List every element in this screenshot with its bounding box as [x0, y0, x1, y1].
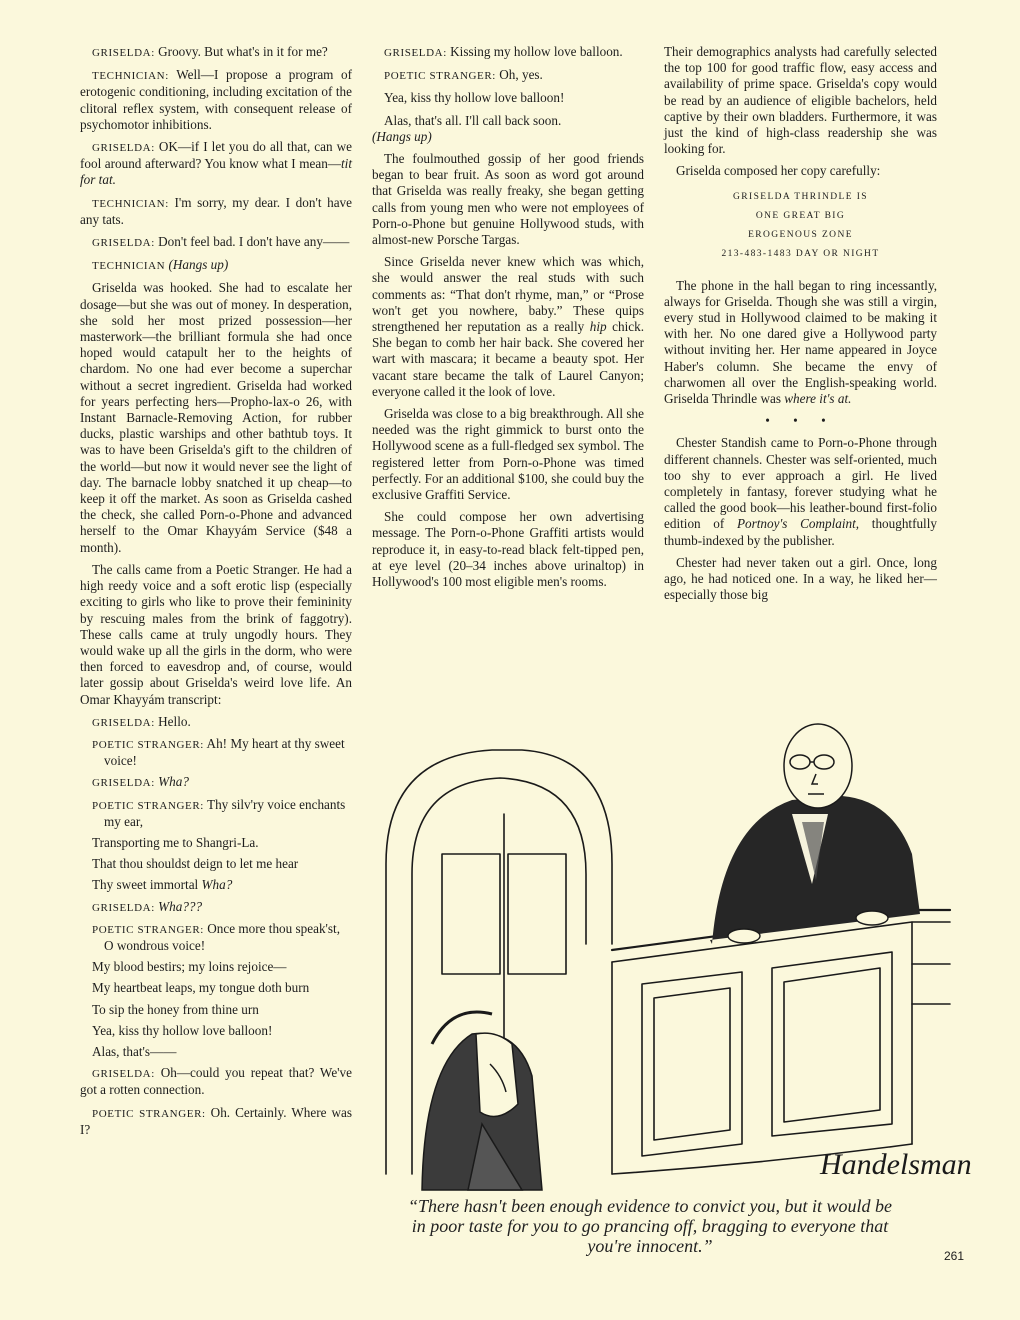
defendant-figure — [422, 1012, 542, 1190]
graffiti-ad-copy — [664, 188, 937, 264]
article-column-2 — [372, 44, 644, 596]
section-break: • • • — [765, 413, 836, 429]
article-column-3 — [664, 44, 937, 609]
dialogue-line: GRISELDA: Wha? — [92, 774, 189, 790]
ad-line: 213-483-1483 DAY OR NIGHT — [721, 248, 880, 259]
body-paragraph: Since Griselda never knew which was which, she would answer the real studs with such comments as: “That don't rhyme, man,” or “Prose won't get you nowhere, baby.” These quips strengthened her reputation as a really hip chick. She began to comb her hair back. She covered her wart with mascara; it became a beauty spot. Her vacant stare became the talk of Laurel Canyon; everyone called it the look of love. — [372, 254, 644, 399]
dialogue-line: GRISELDA: OK—if I let you do all that, can we fool around afterward? You know what I mean—tit for tat. — [80, 139, 353, 188]
judge-head — [784, 724, 852, 808]
dialogue-line: POETIC STRANGER: Oh, yes. — [384, 67, 543, 83]
body-paragraph: Their demographics analysts had carefully selected the top 100 for good traffic flow, easy access and availability of prime space. Griselda's copy would be read by an audience of eligible bachelors, held captive by their own bladders. Furthermore, it was just the kind of high-class readership she was looking for. — [664, 44, 937, 157]
dialogue-line: POETIC STRANGER: Thy silv'ry voice enchants my ear, — [92, 796, 346, 829]
body-paragraph: Chester Standish came to Porn-o-Phone through different channels. Chester was self-oriented, much too shy to ever approach a girl. He lived completely in fantasy, forever studying what he called the good book—his leather-bound first-folio edition of Portnoy's Complaint, thoughtfully thumb-indexed by the publisher. — [664, 435, 937, 548]
dialogue-line: POETIC STRANGER: Once more thou speak'st, O wondrous voice! — [92, 920, 341, 953]
artist-signature: Handelsman — [820, 1148, 972, 1181]
stage-direction: TECHNICIAN (Hangs up) — [92, 257, 229, 273]
body-paragraph: Griselda composed her copy carefully: — [676, 163, 881, 179]
body-paragraph: Chester had never taken out a girl. Once, long ago, he had noticed one. In a way, he liked her—especially those big — [664, 554, 937, 603]
verse-line: My blood bestirs; my loins rejoice— — [92, 959, 287, 975]
dialogue-line: GRISELDA: Oh—could you repeat that? We've got a rotten connection. — [80, 1065, 352, 1098]
verse-line: To sip the honey from thine urn — [92, 1001, 259, 1017]
dialogue-line: GRISELDA: Wha??? — [92, 898, 203, 914]
ad-line: GRISELDA THRINDLE IS — [733, 191, 868, 202]
verse-line: My heartbeat leaps, my tongue doth burn — [92, 980, 310, 996]
cartoon-caption: “There hasn't been enough evidence to convict you, but it would be in poor taste for you to go prancing off, bragging to everyone that you're innocent.” — [407, 1196, 893, 1256]
dialogue-line: GRISELDA: Hello. — [92, 713, 191, 729]
courtroom-cartoon — [372, 704, 972, 1190]
body-paragraph: The phone in the hall began to ring incessantly, always for Griselda. Though she was still a virgin, every stud in Hollywood claimed to be making it with her. No one dared give a Hollywood party without inviting her. Her name appeared in Joyce Haber's column. She became the envy of charwomen all over the English-speaking world. Griselda Thrindle was where it's at. — [664, 277, 937, 407]
body-paragraph: Griselda was hooked. She had to escalate her dosage—but she was out of money. In desperation, she sold her most prized possession—her masterwork—the brilliant formula she had once hoped would catapult her to the heights of chardom. No one had ever become a superchar without a secret ingredient. Griselda had worked for years perfecting hers—Propho-lax-o 26, with Instant Barnacle-Removing Action, for rubber ducks, plastic warships and other bathtub toys. It was to have been Griselda's gift to the children of the world—but now it would never see the light of day. The barnacle lobby snatched it up cheap—to keep it off the market. As soon as Griselda cashed the check, she called Porn-o-Phone and advanced herself to the Omar Khayyám Service ($48 a month). — [80, 280, 352, 555]
dialogue-line: GRISELDA: Don't feel bad. I don't have any—— — [92, 234, 350, 250]
dialogue-line: GRISELDA: Kissing my hollow love balloon. — [384, 44, 623, 59]
verse-line: Yea, kiss thy hollow love balloon! — [384, 90, 565, 106]
body-paragraph: The calls came from a Poetic Stranger. He had a high reedy voice and a soft erotic lisp (especially exciting to girls who like to prove their femininity by rescuing males from the brink of faggotry). These calls came at truly ungodly hours. They would wake up all the girls in the dorm, who were then forced to eavesdrop and, of course, would later gossip about Griselda's weird love life. An Omar Khayyám transcript: — [80, 561, 352, 707]
dialogue-line: TECHNICIAN: I'm sorry, my dear. I don't have any tats. — [80, 194, 352, 227]
ad-line: ONE GREAT BIG — [755, 210, 846, 221]
article-column-1 — [80, 44, 352, 1144]
body-paragraph: Griselda was close to a big breakthrough. All she needed was the right gimmick to burst onto the Hollywood scene as a full-fledged sex symbol. The registered letter from Porn-o-Phone was timed perfectly. For an additional $100, she could buy the exclusive Graffiti Service. — [372, 406, 644, 503]
body-paragraph: She could compose her own advertising message. The Porn-o-Phone Graffiti artists would reproduce it, in easy-to-read black felt-tipped pen, at eye level (20–34 inches above urinaltop) in Hollywood's 100 most eligible men's rooms. — [372, 509, 644, 590]
dialogue-line: POETIC STRANGER: Oh. Certainly. Where was I? — [80, 1104, 352, 1137]
verse-line: Transporting me to Shangri-La. — [92, 834, 259, 850]
page-number: 261 — [944, 1249, 965, 1263]
verse-line: Alas, that's—— — [92, 1043, 177, 1059]
door-panel — [442, 854, 500, 974]
dialogue-line: GRISELDA: Groovy. But what's in it for me? — [92, 44, 328, 59]
verse-line: Alas, that's all. I'll call back soon. (Hangs up) — [372, 112, 562, 144]
dialogue-line: TECHNICIAN: Well—I propose a program of erotogenic conditioning, including excitation of the clitoral reflex system, with consequent release of psychomotor inhibitions. — [80, 67, 353, 132]
dialogue-line: POETIC STRANGER: Ah! My heart at thy sweet voice! — [92, 735, 345, 769]
ad-line: EROGENOUS ZONE — [748, 229, 853, 240]
verse-line: Thy sweet immortal Wha? — [92, 877, 233, 893]
verse-line: That thou shouldst deign to let me hear — [92, 856, 299, 872]
verse-line: Yea, kiss thy hollow love balloon! — [92, 1022, 273, 1038]
body-paragraph: The foulmouthed gossip of her good friends began to bear fruit. As soon as word got around that Griselda was really freaky, she began getting calls from young men who were not employees of Porn-o-Phone but genuine Hollywood studs, with almost-new Porsche Targas. — [372, 151, 644, 248]
